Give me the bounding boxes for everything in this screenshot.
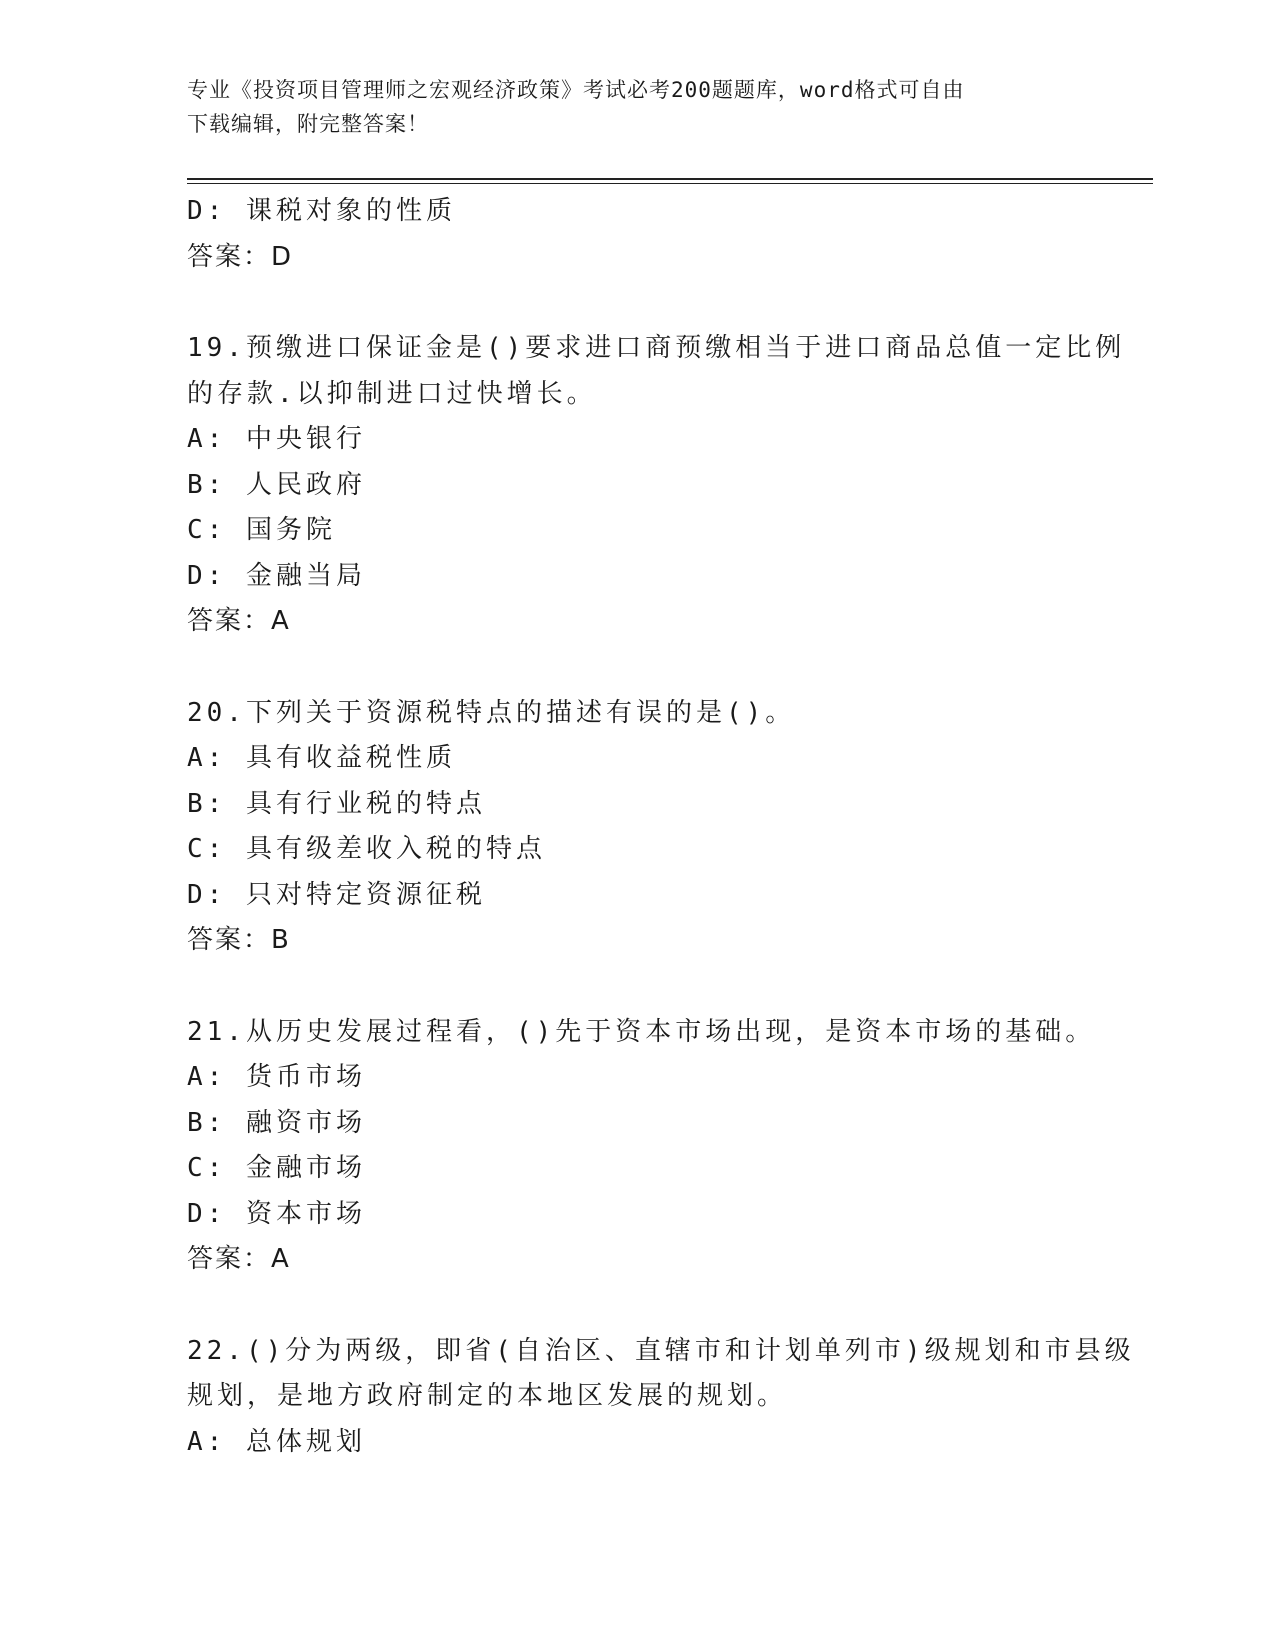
- option-c: C: 国务院: [187, 515, 336, 545]
- answer: 答案：A: [187, 1244, 291, 1274]
- question-22: [187, 1329, 1135, 1466]
- question-stem: 21.从历史发展过程看，()先于资本市场出现，是资本市场的基础。: [187, 1016, 1096, 1047]
- question-21: [187, 1010, 1096, 1283]
- answer: 答案：D: [187, 241, 294, 272]
- option-b: B: 具有行业税的特点: [187, 788, 486, 819]
- option-d: D: 课税对象的性质: [187, 196, 456, 226]
- header-divider-thick: [187, 178, 1153, 180]
- option-a: A: 中央银行: [187, 424, 366, 454]
- question-stem: 20.下列关于资源税特点的描述有误的是()。: [187, 697, 796, 728]
- option-d: D: 资本市场: [187, 1198, 366, 1229]
- question-stem: 19.预缴进口保证金是()要求进口商预缴相当于进口商品总值一定比例: [187, 333, 1126, 363]
- document-header: [187, 73, 1087, 141]
- header-divider-thin: [187, 183, 1153, 184]
- question-stem-cont: 规划，是地方政府制定的本地区发展的规划。: [187, 1381, 788, 1411]
- option-b: B: 人民政府: [187, 469, 366, 500]
- option-c: C: 金融市场: [187, 1153, 366, 1183]
- answer: 答案：A: [187, 606, 291, 636]
- option-a: A: 货币市场: [187, 1062, 366, 1092]
- option-a: A: 总体规划: [187, 1426, 366, 1457]
- option-a: A: 具有收益税性质: [187, 743, 456, 773]
- option-d: D: 只对特定资源征税: [187, 879, 486, 910]
- question-19: [187, 326, 1126, 645]
- question-stem: 22.()分为两级，即省(自治区、直辖市和计划单列市)级规划和市县级: [187, 1335, 1135, 1366]
- prev-question-tail: [187, 189, 1087, 280]
- option-d: D: 金融当局: [187, 560, 366, 591]
- header-line-1: 专业《投资项目管理师之宏观经济政策》考试必考200题题库，word格式可自由: [187, 78, 965, 102]
- question-list: [187, 189, 1135, 1465]
- question-stem-cont: 的存款.以抑制进口过快增长。: [187, 378, 597, 409]
- option-c: C: 具有级差收入税的特点: [187, 834, 546, 864]
- option-b: B: 融资市场: [187, 1107, 366, 1138]
- header-line-2: 下载编辑，附完整答案！: [187, 112, 429, 136]
- question-20: [187, 691, 1087, 964]
- answer: 答案：B: [187, 925, 291, 955]
